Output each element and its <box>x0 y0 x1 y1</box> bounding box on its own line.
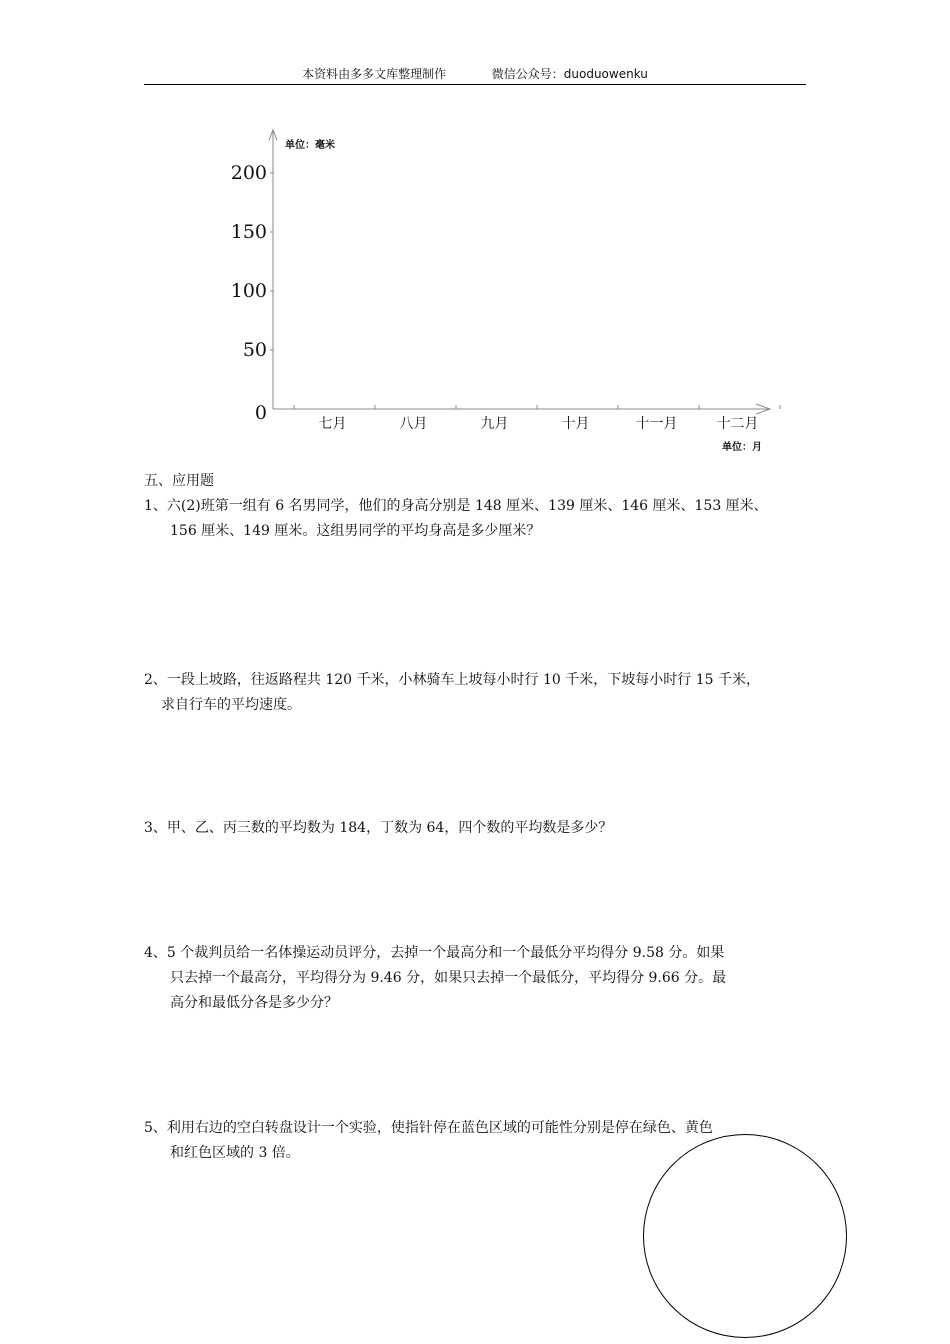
y-tick-label: 0 <box>254 402 267 424</box>
x-tick-label: 十月 <box>561 416 590 432</box>
blank-line-chart <box>225 128 785 458</box>
page-header <box>144 64 806 85</box>
x-tick-label: 八月 <box>399 416 428 432</box>
section-title: 五、应用题 <box>144 473 214 489</box>
question-1-line-1: 1、六(2)班第一组有 6 名男同学，他们的身高分别是 148 厘米、139 厘米、146 厘米、153 厘米、 <box>144 498 768 514</box>
question-4-line-2: 只去掉一个最高分，平均得分为 9.46 分，如果只去掉一个最低分，平均得分 9.66 分。最 <box>170 970 727 986</box>
header-source: 本资料由多多文库整理制作 <box>302 67 447 81</box>
y-tick-label: 150 <box>230 221 267 243</box>
question-1-line-2: 156 厘米、149 厘米。这组男同学的平均身高是多少厘米？ <box>170 523 541 539</box>
question-5-line-1: 5、利用右边的空白转盘设计一个实验，使指针停在蓝色区域的可能性分别是停在绿色、黄色 <box>144 1120 713 1136</box>
x-unit-label: 单位：月 <box>722 442 762 453</box>
y-unit-label: 单位：毫米 <box>285 140 335 151</box>
question-1 <box>144 494 814 544</box>
question-4-line-3: 高分和最低分各是多少分？ <box>170 995 338 1011</box>
x-tick-label: 十二月 <box>716 416 759 432</box>
question-2 <box>144 668 814 718</box>
question-2-line-2: 求自行车的平均速度。 <box>161 697 301 713</box>
x-tick-label: 七月 <box>318 416 347 432</box>
header-wechat: 微信公众号：duoduowenku <box>491 67 648 81</box>
y-tick-label: 50 <box>242 339 267 361</box>
x-tick-label: 十一月 <box>635 416 678 432</box>
question-3 <box>144 816 814 841</box>
y-tick-label: 100 <box>230 280 267 302</box>
question-4-line-1: 4、5 个裁判员给一名体操运动员评分，去掉一个最高分和一个最低分平均得分 9.58 分。如果 <box>144 945 725 961</box>
chart-canvas <box>225 128 785 458</box>
x-tick-label: 九月 <box>480 416 509 432</box>
y-tick-label: 200 <box>230 162 267 184</box>
question-2-line-1: 2、一段上坡路，往返路程共 120 千米，小林骑车上坡每小时行 10 千米，下坡每小时行 15 千米， <box>144 672 760 688</box>
question-5-line-2: 和红色区域的 3 倍。 <box>170 1145 300 1161</box>
question-4 <box>144 941 814 1016</box>
blank-spinner-circle <box>643 1134 847 1338</box>
question-3-line-1: 3、甲、乙、丙三数的平均数为 184，丁数为 64，四个数的平均数是多少？ <box>144 820 613 836</box>
